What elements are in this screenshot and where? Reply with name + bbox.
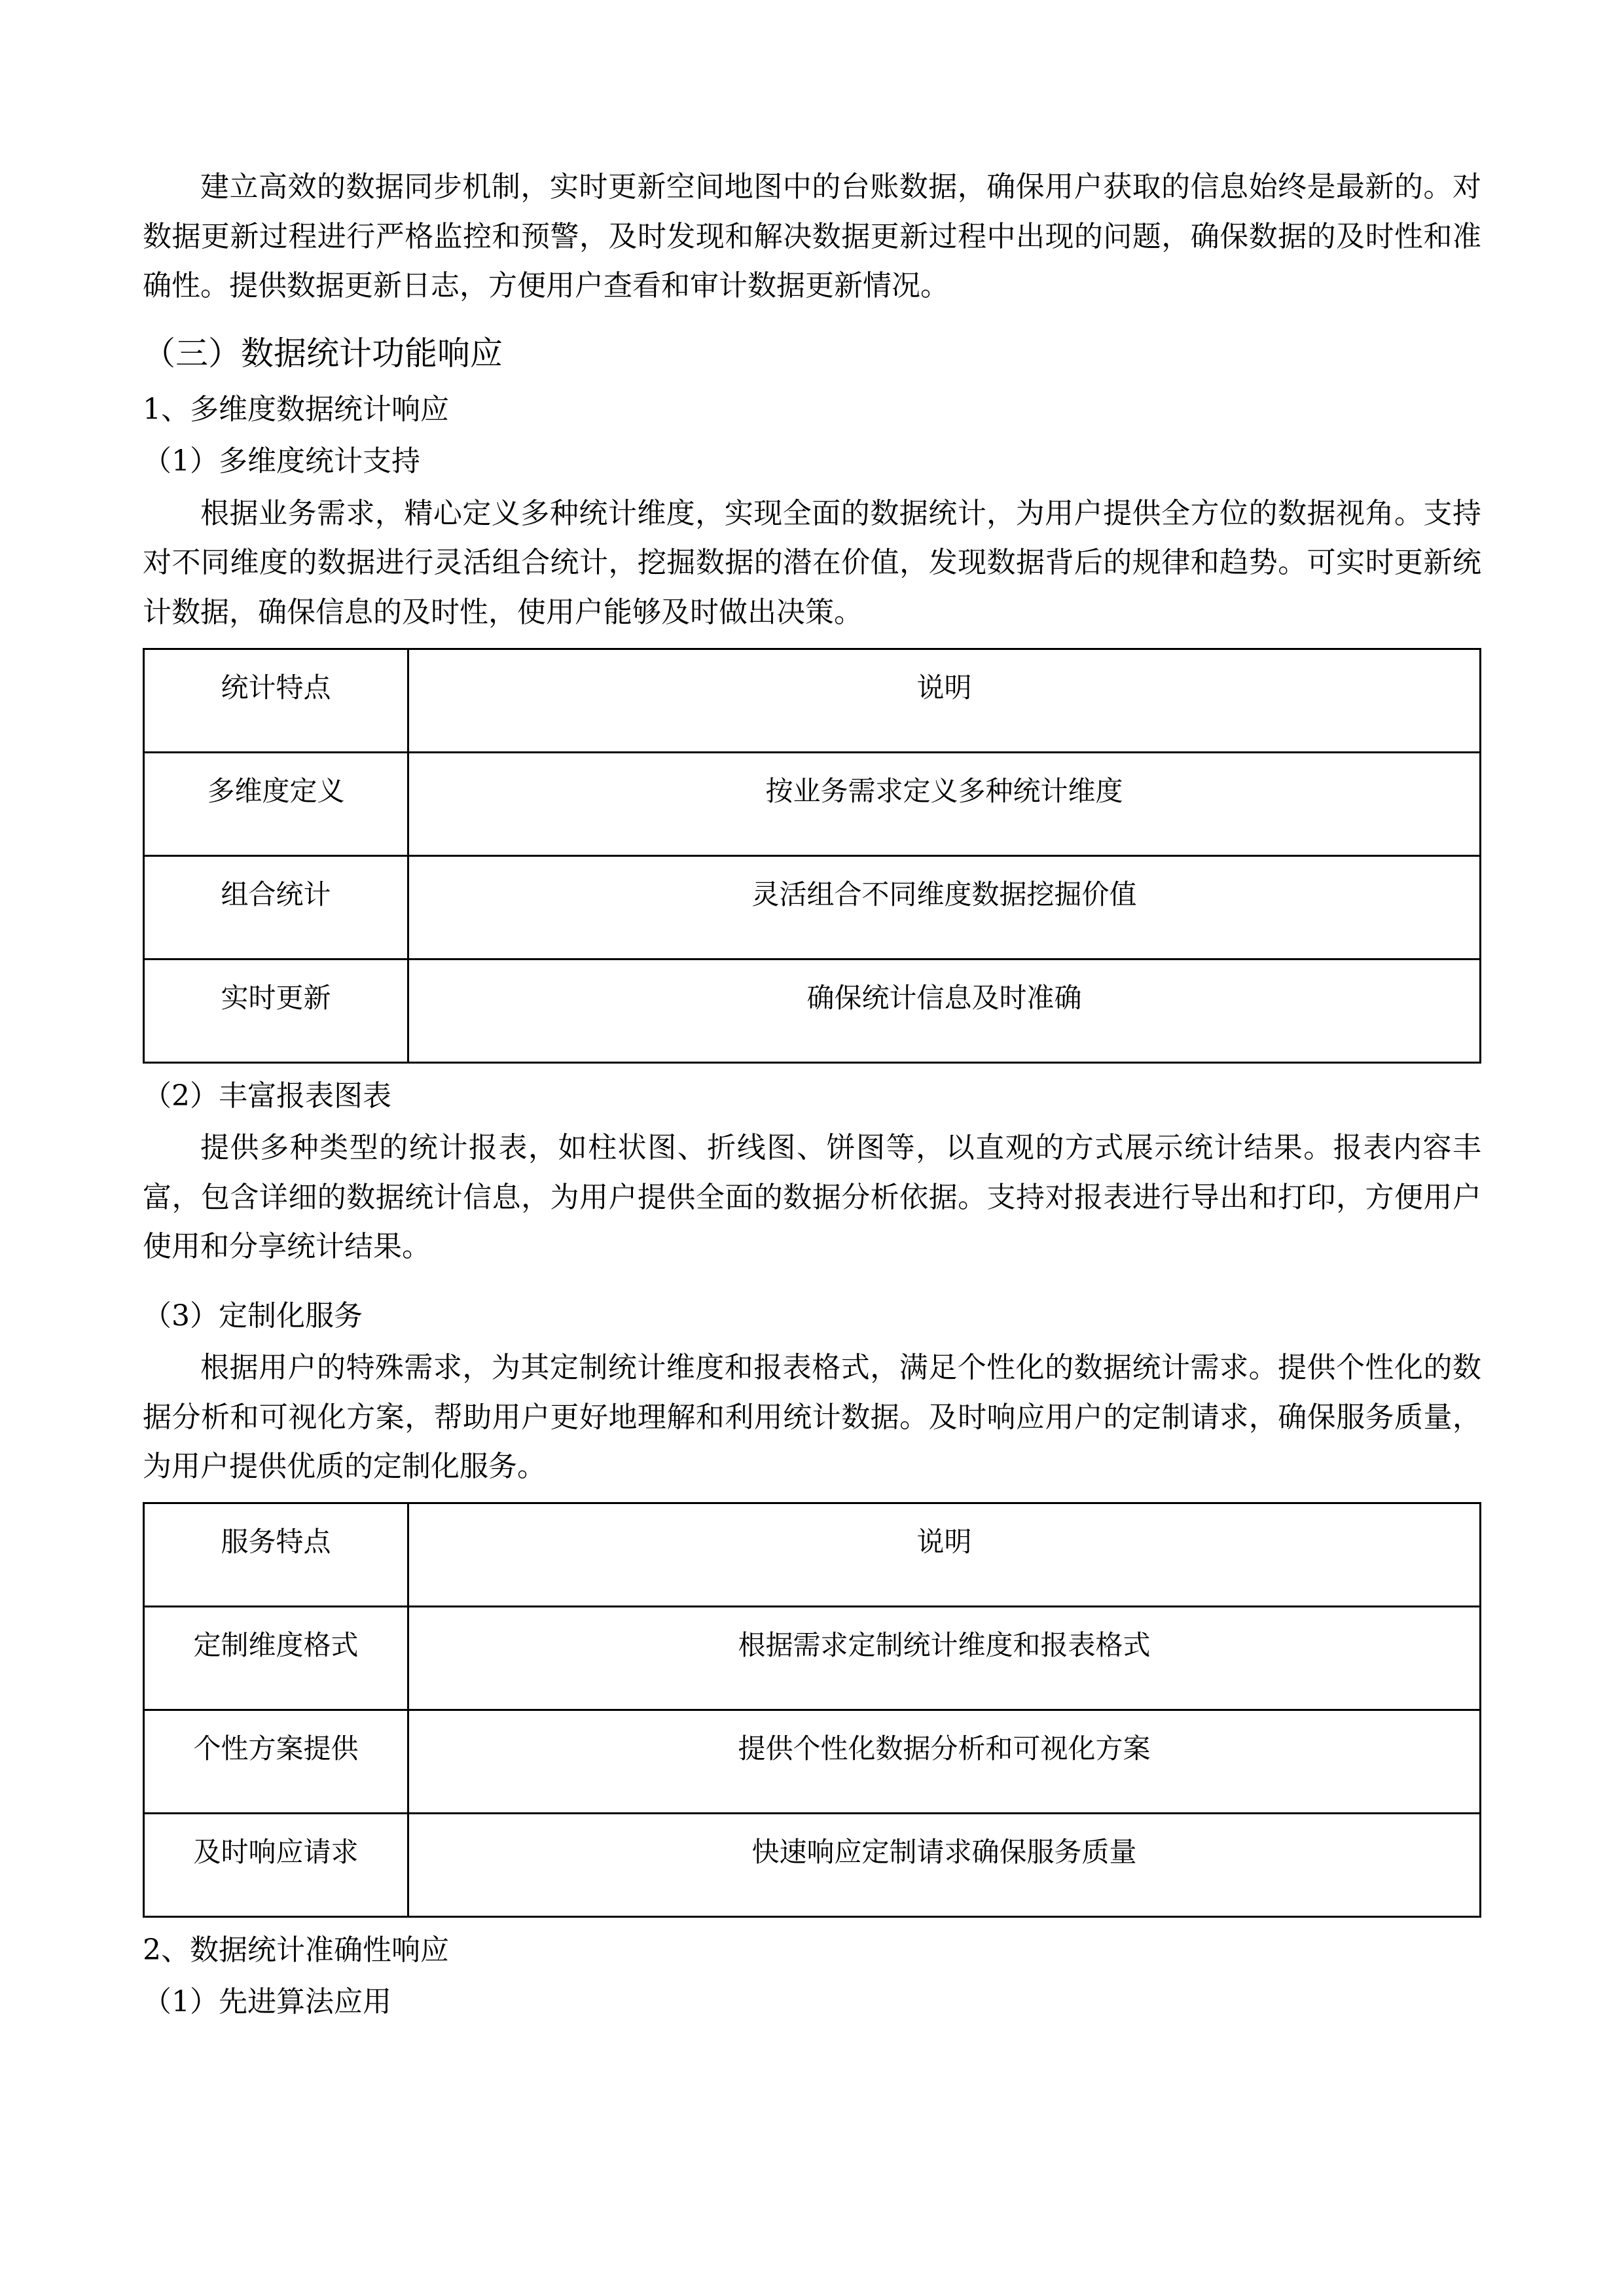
table-header-cell-feature: 统计特点 [144, 649, 408, 752]
item-heading-advanced-algorithm: （1）先进算法应用 [143, 1985, 391, 2019]
table-cell-description: 根据需求定制统计维度和报表格式 [408, 1607, 1481, 1710]
table-row [144, 1814, 1481, 1917]
table-row [144, 1607, 1481, 1710]
statistics-feature-table [143, 648, 1481, 1064]
table-header-cell-feature: 服务特点 [144, 1503, 408, 1607]
table-cell-feature: 多维度定义 [144, 752, 408, 855]
sub-heading-multidimensional-statistics: 1、多维度数据统计响应 [143, 393, 449, 427]
table-header-cell-description: 说明 [408, 649, 1481, 752]
item-paragraph-customized-service: 根据用户的特殊需求，为其定制统计维度和报表格式，满足个性化的数据统计需求。提供个性化的数据分析和可视化方案，帮助用户更好地理解和利用统计数据。及时响应用户的定制请求，确保服务质量，为用户提供优质的定制化服务。 [143, 1351, 1481, 1484]
table-cell-feature: 组合统计 [144, 855, 408, 959]
spacer [143, 1278, 1481, 1287]
table-cell-description: 按业务需求定义多种统计维度 [408, 752, 1481, 855]
table-row [144, 959, 1481, 1062]
sub-heading-statistics-accuracy: 2、数据统计准确性响应 [143, 1933, 449, 1967]
table-cell-description: 快速响应定制请求确保服务质量 [408, 1814, 1481, 1917]
table-cell-description: 确保统计信息及时准确 [408, 959, 1481, 1062]
table-cell-feature: 实时更新 [144, 959, 408, 1062]
table-cell-description: 灵活组合不同维度数据挖掘价值 [408, 855, 1481, 959]
intro-paragraph: 建立高效的数据同步机制，实时更新空间地图中的台账数据，确保用户获取的信息始终是最新的。对数据更新过程进行严格监控和预警，及时发现和解决数据更新过程中出现的问题，确保数据的及时性和准确性。提供数据更新日志，方便用户查看和审计数据更新情况。 [143, 170, 1481, 303]
table-header-row [144, 649, 1481, 752]
service-feature-table [143, 1502, 1481, 1918]
table-cell-feature: 及时响应请求 [144, 1814, 408, 1917]
table-row [144, 855, 1481, 959]
item-heading-customized-service: （3）定制化服务 [143, 1299, 363, 1333]
section-heading-data-statistics: （三）数据统计功能响应 [143, 334, 503, 373]
item-paragraph-multidimensional-support: 根据业务需求，精心定义多种统计维度，实现全面的数据统计，为用户提供全方位的数据视角。支持对不同维度的数据进行灵活组合统计，挖掘数据的潜在价值，发现数据背后的规律和趋势。可实时更新统计数据，确保信息的及时性，使用户能够及时做出决策。 [143, 496, 1481, 629]
table-cell-feature: 定制维度格式 [144, 1607, 408, 1710]
table-row [144, 1710, 1481, 1814]
table-header-row [144, 1503, 1481, 1607]
table-cell-feature: 个性方案提供 [144, 1710, 408, 1814]
item-heading-multidimensional-support: （1）多维度统计支持 [143, 444, 420, 478]
document-content [143, 162, 1481, 2026]
table-header-cell-description: 说明 [408, 1503, 1481, 1607]
item-heading-rich-reports-charts: （2）丰富报表图表 [143, 1079, 391, 1113]
item-paragraph-rich-reports-charts: 提供多种类型的统计报表，如柱状图、折线图、饼图等，以直观的方式展示统计结果。报表内容丰富，包含详细的数据统计信息，为用户提供全面的数据分析依据。支持对报表进行导出和打印，方便用户使用和分享统计结果。 [143, 1130, 1481, 1264]
table-row [144, 752, 1481, 855]
table-cell-description: 提供个性化数据分析和可视化方案 [408, 1710, 1481, 1814]
